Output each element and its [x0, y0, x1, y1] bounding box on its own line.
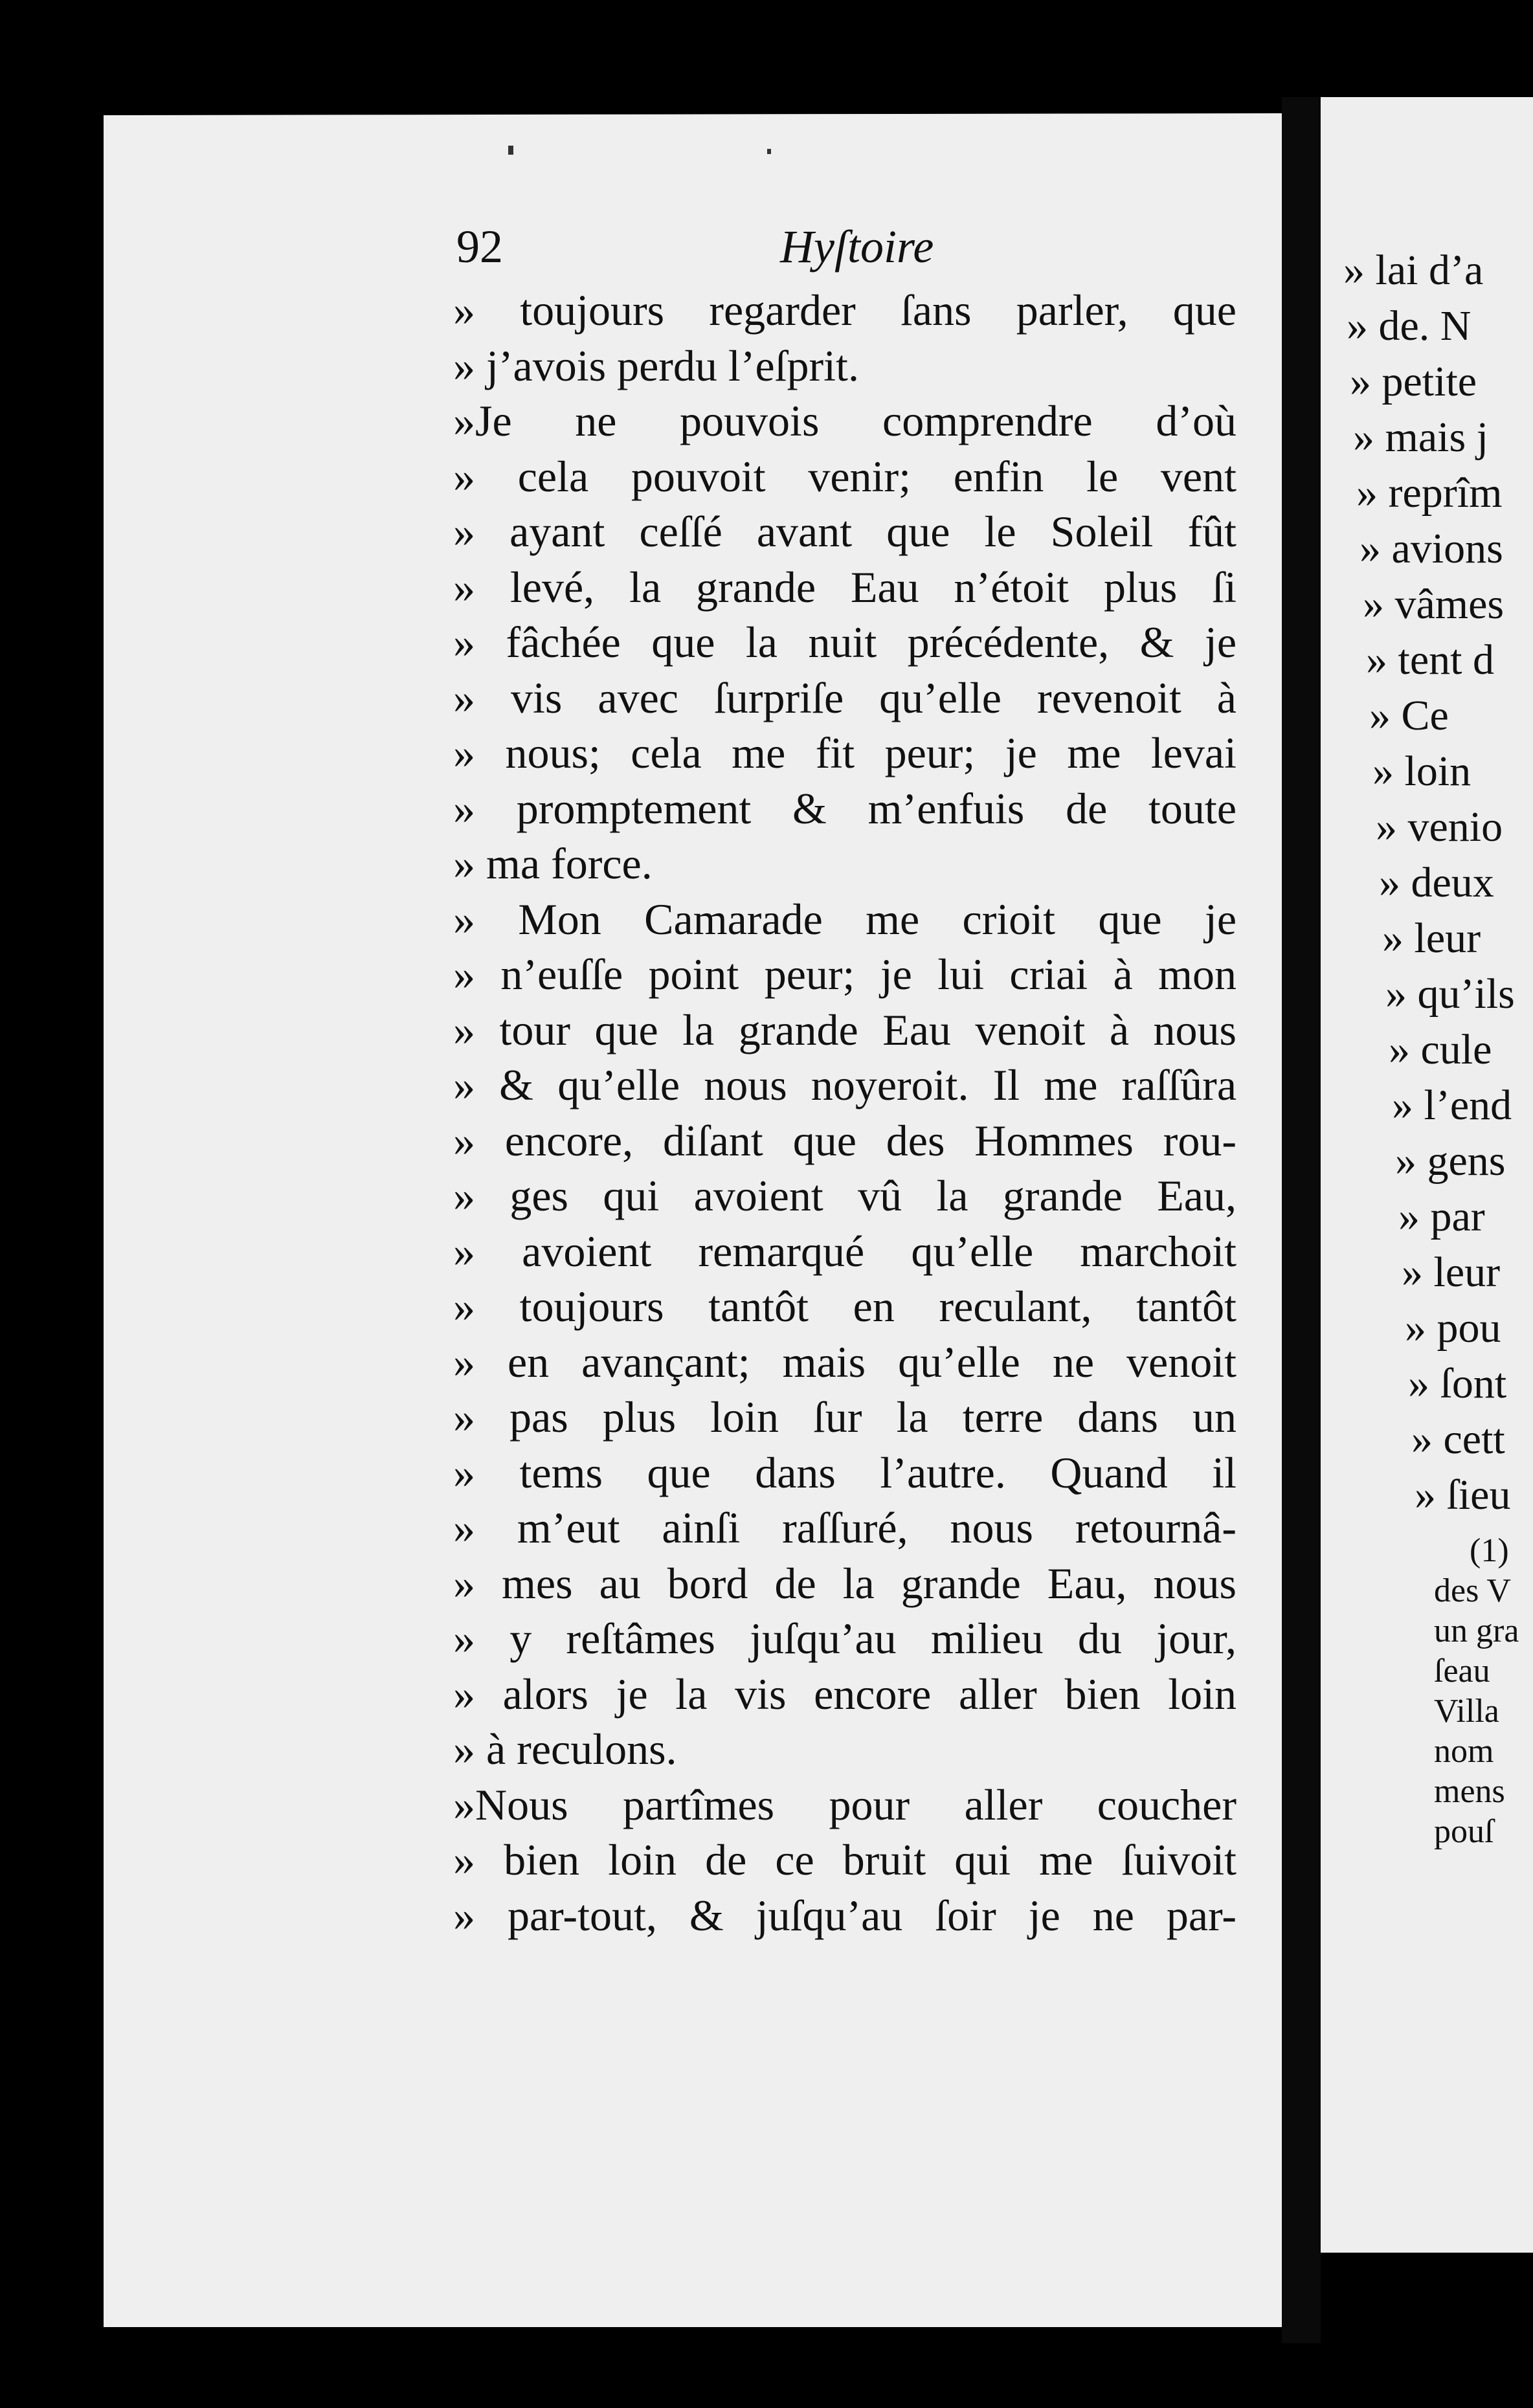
text-line: » cela pouvoit venir; enfin le vent: [453, 451, 1236, 501]
text-line: » Ce: [1369, 692, 1449, 739]
text-line: » ſont: [1408, 1360, 1507, 1407]
footnote-line: nom: [1434, 1733, 1494, 1770]
text-line: » tent d: [1366, 636, 1494, 684]
text-line: » cett: [1411, 1416, 1505, 1463]
footnote-line: pouſ: [1434, 1813, 1494, 1850]
page-number: 92: [456, 221, 503, 273]
text-line: » par-tout, & juſqu’au ſoir je ne par-: [453, 1890, 1236, 1940]
paper-speck: [508, 146, 513, 155]
text-line: » vâmes: [1363, 581, 1505, 628]
text-line: » pas plus loin ſur la terre dans un: [453, 1392, 1236, 1442]
left-page: [104, 113, 1282, 2327]
text-line: » levé, la grande Eau n’étoit plus ſi: [453, 562, 1236, 612]
text-line: »Je ne pouvois comprendre d’où: [453, 396, 1236, 445]
text-line: » venio: [1376, 803, 1503, 851]
footnote-line: mens: [1434, 1773, 1505, 1810]
text-line: » par: [1398, 1193, 1485, 1240]
text-line: » encore, diſant que des Hommes rou-: [453, 1115, 1236, 1165]
text-line: » de. N: [1347, 302, 1471, 350]
text-line: » ſieu: [1415, 1471, 1511, 1519]
text-line: »Nous partîmes pour aller coucher: [453, 1779, 1236, 1829]
text-line: » fâchée que la nuit précédente, & je: [453, 618, 1236, 667]
text-line: » m’eut ainſi raſſuré, nous retournâ-: [453, 1503, 1236, 1552]
text-line: » ayant ceſſé avant que le Soleil fût: [453, 507, 1236, 556]
text-line: » ges qui avoient vû la grande Eau,: [453, 1171, 1236, 1220]
text-line: » vis avec ſurpriſe qu’elle revenoit à: [453, 673, 1236, 722]
paper-speck: [767, 149, 771, 154]
text-line: » gens: [1395, 1137, 1506, 1185]
footnote-line: (1): [1470, 1532, 1509, 1569]
text-line: » nous; cela me fit peur; je me levai: [453, 728, 1236, 777]
text-line: » en avançant; mais qu’elle ne venoit: [453, 1337, 1236, 1387]
text-line: » lai d’a: [1343, 247, 1484, 294]
text-line: » leur: [1382, 915, 1481, 962]
text-line: » promptement & m’enfuis de toute: [453, 783, 1236, 833]
text-line: » alors je la vis encore aller bien loin: [453, 1669, 1236, 1719]
text-line: » tems que dans l’autre. Quand il: [453, 1447, 1236, 1497]
text-line: » deux: [1379, 859, 1494, 906]
text-line: » avions: [1360, 525, 1503, 572]
text-line: » j’avois perdu l’eſprit.: [453, 340, 859, 390]
text-line: » y reſtâmes juſqu’au milieu du jour,: [453, 1614, 1236, 1663]
text-line: » avoient remarqué qu’elle marchoit: [453, 1226, 1236, 1276]
book-gutter: [1282, 97, 1321, 2343]
text-line: » qu’ils: [1385, 970, 1515, 1018]
footnote-line: des V: [1434, 1572, 1511, 1609]
text-line: » Mon Camarade me crioit que je: [453, 894, 1236, 944]
text-line: » pou: [1405, 1304, 1501, 1352]
text-line: » reprîm: [1356, 469, 1503, 517]
text-line: » ma force.: [453, 839, 653, 888]
text-line: » bien loin de ce bruit qui me ſuivoit: [453, 1835, 1236, 1884]
text-line: » petite: [1350, 358, 1477, 405]
text-line: » loin: [1372, 748, 1471, 795]
footnote-line: un gra: [1434, 1612, 1519, 1649]
text-line: » cule: [1389, 1026, 1492, 1073]
text-line: » n’euſſe point peur; je lui criai à mon: [453, 950, 1236, 999]
text-line: » toujours regarder ſans parler, que: [453, 285, 1236, 335]
footnote-line: ſeau: [1434, 1653, 1490, 1689]
text-line: » toujours tantôt en reculant, tantôt: [453, 1282, 1236, 1331]
text-line: » mais j: [1353, 414, 1488, 461]
text-line: » l’end: [1392, 1082, 1512, 1129]
text-line: » & qu’elle nous noyeroit. Il me raſſûra: [453, 1060, 1236, 1109]
text-line: » leur: [1402, 1249, 1501, 1296]
text-line: » tour que la grande Eau venoit à nous: [453, 1005, 1236, 1054]
text-line: » mes au bord de la grande Eau, nous: [453, 1558, 1236, 1608]
footnote-line: Villa: [1434, 1693, 1499, 1730]
running-title: Hyſtoire: [780, 221, 934, 273]
text-line: » à reculons.: [453, 1724, 677, 1774]
